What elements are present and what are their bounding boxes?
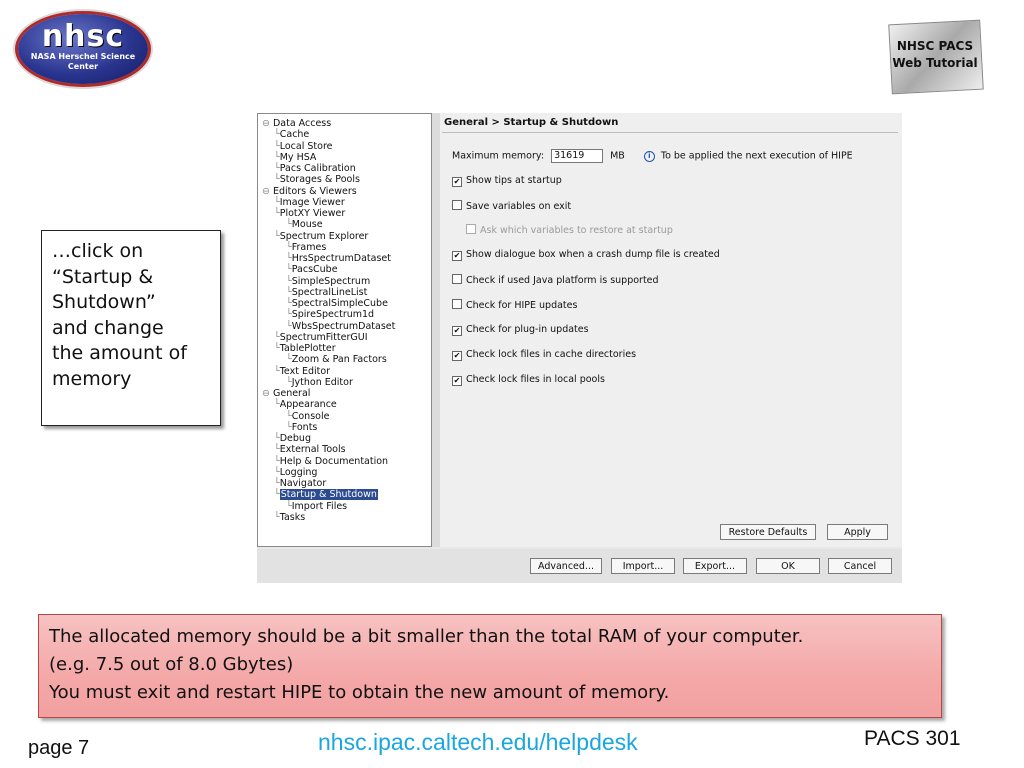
option-label: Check for plug-in updates (466, 324, 589, 335)
option-row[interactable] (452, 324, 589, 336)
tree-branch-icon: └ (274, 151, 280, 163)
checkbox-checked[interactable]: ✔ (453, 177, 461, 186)
tree-branch-icon: └ (274, 208, 280, 219)
tree-item-label: Import Files (291, 500, 348, 512)
tree-item-label: Storages & Pools (279, 174, 360, 186)
tree-item-label: Image Viewer (279, 196, 345, 208)
tutorial-logo-line2: Web Tutorial (892, 56, 978, 70)
tree-item-label: Appearance (279, 399, 337, 411)
tree-item[interactable] (274, 231, 368, 242)
tree-item[interactable] (274, 141, 333, 152)
tree-branch-icon: └ (274, 140, 280, 152)
tree-item[interactable] (274, 478, 326, 489)
option-label: Show dialogue box when a crash dump file is created (466, 249, 720, 260)
preferences-dialog (257, 113, 902, 583)
tree-item[interactable] (286, 219, 323, 230)
tree-item[interactable] (262, 118, 331, 129)
tree-item-label: Mouse (291, 219, 323, 231)
course-label: PACS 301 (864, 727, 961, 750)
tree-branch-icon: └ (274, 399, 280, 411)
tree-expander-icon[interactable]: ⊖ (262, 118, 273, 129)
memory-input[interactable]: 31619 (551, 149, 603, 163)
tree-item[interactable] (286, 422, 317, 433)
memory-row (452, 149, 853, 163)
restore-defaults-button[interactable]: Restore Defaults (720, 524, 816, 540)
tree-item[interactable] (286, 377, 353, 388)
tree-item-label: Debug (279, 433, 311, 444)
tree-item[interactable] (274, 163, 356, 174)
tree-branch-icon: └ (274, 455, 280, 467)
tree-item-label: Fonts (291, 421, 318, 433)
note-line-3: You must exit and restart HIPE to obtain the new amount of memory. (49, 682, 670, 703)
tree-item-label: SpectralSimpleCube (291, 298, 388, 309)
tree-item-label: Frames (291, 241, 327, 253)
tree-item-label: Startup & Shutdown (280, 489, 377, 501)
tree-item-label: Tasks (279, 511, 306, 523)
tree-branch-icon: └ (274, 196, 280, 208)
callout-line: Shutdown” (52, 291, 156, 313)
tree-item-label: SimpleSpectrum (291, 275, 371, 287)
tree-branch-icon: └ (274, 331, 280, 343)
tree-item-label: Text Editor (279, 365, 331, 377)
nhsc-logo-subtitle: NASA Herschel Science Center (30, 52, 136, 71)
tree-item[interactable] (286, 287, 367, 298)
option-row[interactable] (452, 349, 636, 361)
option-row[interactable] (452, 299, 577, 311)
tree-branch-icon: └ (286, 376, 292, 388)
option-row[interactable] (452, 175, 562, 187)
tree-item[interactable] (274, 208, 345, 219)
tree-item[interactable] (274, 152, 316, 163)
tree-item[interactable] (286, 309, 374, 320)
info-icon: i (644, 151, 655, 162)
tree-item-label: Navigator (279, 478, 327, 489)
tree-item-label: Data Access (272, 118, 332, 129)
tree-item[interactable] (286, 321, 395, 332)
tree-item[interactable] (274, 366, 330, 377)
tree-item-label: PlotXY Viewer (279, 208, 346, 219)
checkbox-checked[interactable]: ✔ (453, 251, 461, 260)
tree-item-label: HrsSpectrumDataset (291, 253, 391, 264)
tree-branch-icon: └ (286, 219, 292, 231)
tree-branch-icon: └ (274, 433, 280, 444)
tree-branch-icon: └ (286, 241, 292, 253)
option-label: Check if used Java platform is supported (466, 275, 659, 286)
option-label: Ask which variables to restore at startup (480, 225, 673, 236)
memory-note: To be applied the next execution of HIPE (660, 150, 853, 162)
option-row[interactable] (452, 274, 659, 286)
tree-item-label: Zoom & Pan Factors (291, 354, 387, 366)
export-button[interactable]: Export... (683, 558, 747, 574)
option-row[interactable] (452, 374, 605, 386)
tree-item[interactable] (286, 411, 329, 422)
tree-item[interactable] (286, 354, 387, 365)
tree-branch-icon: └ (286, 354, 292, 366)
tree-branch-icon: └ (286, 309, 292, 321)
checkbox-unchecked[interactable] (452, 299, 462, 309)
option-label: Check lock files in local pools (466, 374, 605, 385)
panel-divider (442, 132, 898, 133)
tree-item[interactable] (274, 332, 368, 343)
option-label: Check for HIPE updates (466, 300, 578, 311)
apply-button[interactable]: Apply (827, 524, 888, 540)
tree-branch-icon: └ (274, 466, 280, 478)
option-row[interactable] (452, 200, 571, 212)
tree-item-label: PacsCube (291, 264, 338, 276)
tree-item-label: WbsSpectrumDataset (291, 320, 396, 332)
tree-branch-icon: └ (286, 253, 292, 264)
tree-item-label: Cache (279, 129, 310, 141)
callout-line: the amount of (52, 342, 187, 364)
tree-expander-icon[interactable]: ⊖ (262, 388, 273, 399)
settings-panel (440, 113, 902, 547)
checkbox-unchecked (466, 224, 476, 234)
import-button[interactable]: Import... (611, 558, 675, 574)
checkbox-checked[interactable]: ✔ (453, 376, 461, 385)
tree-branch-icon: └ (286, 320, 292, 332)
tree-item-label: Local Store (279, 140, 333, 152)
callout-line: …click on (52, 240, 144, 262)
page-number: page 7 (28, 737, 90, 759)
pacs-tutorial-logo (872, 14, 998, 98)
tree-branch-icon: └ (274, 343, 280, 354)
tree-item[interactable] (262, 186, 357, 197)
tree-item[interactable] (286, 276, 370, 287)
tree-item[interactable] (274, 343, 336, 354)
tree-item[interactable] (274, 456, 388, 467)
tree-item[interactable] (262, 388, 310, 399)
preferences-tree[interactable] (257, 113, 432, 547)
tree-item-label: Spectrum Explorer (279, 230, 369, 242)
tree-branch-icon: └ (274, 444, 280, 456)
tree-item-label: SpectralLineList (291, 286, 368, 298)
note-line-1: The allocated memory should be a bit smaller than the total RAM of your computer. (49, 626, 804, 647)
tree-item-label: My HSA (279, 151, 317, 163)
tree-branch-icon: └ (274, 163, 280, 174)
checkbox-unchecked[interactable] (452, 274, 462, 284)
callout-line: “Startup & (52, 265, 154, 288)
cancel-button[interactable]: Cancel (828, 558, 892, 574)
nhsc-logo (18, 14, 148, 84)
tree-branch-icon: └ (286, 500, 292, 512)
tree-item-label: Editors & Viewers (272, 185, 357, 197)
callout-line: and change (52, 316, 164, 339)
memory-note-box (38, 614, 942, 718)
tree-branch-icon: └ (286, 275, 292, 287)
option-row[interactable] (452, 249, 720, 261)
tree-item-label: Help & Documentation (279, 455, 389, 467)
tree-item-label: External Tools (279, 444, 346, 456)
memory-label: Maximum memory: (452, 150, 545, 162)
tree-item[interactable] (274, 433, 311, 444)
tree-item[interactable] (274, 512, 305, 523)
tree-item[interactable] (274, 444, 346, 455)
tree-item-label: Jython Editor (291, 376, 353, 388)
checkbox-checked[interactable]: ✔ (453, 351, 461, 360)
tree-item[interactable] (274, 174, 360, 185)
memory-unit: MB (610, 150, 625, 162)
tree-branch-icon: └ (286, 410, 292, 422)
tree-item[interactable] (274, 399, 337, 410)
tree-item-label: SpectrumFitterGUI (279, 331, 368, 343)
tree-item[interactable] (274, 489, 378, 500)
option-label: Show tips at startup (466, 175, 562, 186)
panel-splitter[interactable] (432, 113, 440, 547)
helpdesk-link[interactable]: nhsc.ipac.caltech.edu/helpdesk (318, 729, 638, 755)
ok-button[interactable]: OK (756, 558, 820, 574)
tutorial-logo-line1: NHSC PACS (896, 39, 974, 53)
tree-item[interactable] (286, 501, 347, 512)
tree-item[interactable] (286, 298, 388, 309)
tree-item-label: Pacs Calibration (279, 163, 356, 174)
tree-item-label: General (272, 388, 311, 399)
tree-item-label: TablePlotter (279, 343, 336, 354)
tree-branch-icon: └ (286, 286, 292, 298)
dialog-button-bar (257, 549, 902, 583)
tree-branch-icon: └ (274, 129, 280, 141)
tree-item-label: Logging (279, 466, 318, 478)
callout-line: memory (52, 367, 132, 390)
tree-branch-icon: └ (286, 264, 292, 276)
tree-branch-icon: └ (274, 230, 280, 242)
tree-branch-icon: └ (286, 298, 292, 309)
tree-branch-icon: └ (274, 365, 280, 377)
instruction-callout (41, 230, 221, 426)
option-label: Save variables on exit (466, 201, 572, 212)
tree-item[interactable] (274, 467, 317, 478)
checkbox-checked[interactable]: ✔ (453, 326, 461, 335)
tree-item-label: SpireSpectrum1d (291, 309, 375, 321)
tree-item-label: Console (291, 410, 330, 422)
tree-branch-icon: └ (274, 511, 280, 523)
advanced-button[interactable]: Advanced... (530, 558, 602, 574)
tree-item[interactable] (274, 197, 345, 208)
tree-branch-icon: └ (274, 478, 280, 489)
checkbox-unchecked[interactable] (452, 200, 462, 210)
tree-item[interactable] (286, 264, 338, 275)
tree-branch-icon: └ (286, 421, 292, 433)
nhsc-logo-title: nhsc (41, 19, 125, 54)
tree-branch-icon: └ (274, 489, 280, 501)
option-row (466, 224, 673, 236)
tree-expander-icon[interactable]: ⊖ (262, 185, 273, 197)
tree-branch-icon: └ (274, 174, 280, 186)
tree-item[interactable] (286, 253, 391, 264)
tree-item[interactable] (274, 129, 309, 140)
panel-title: General > Startup & Shutdown (444, 117, 619, 128)
tree-item[interactable] (286, 242, 326, 253)
note-line-2: (e.g. 7.5 out of 8.0 Gbytes) (49, 654, 294, 675)
option-label: Check lock files in cache directories (466, 349, 637, 360)
